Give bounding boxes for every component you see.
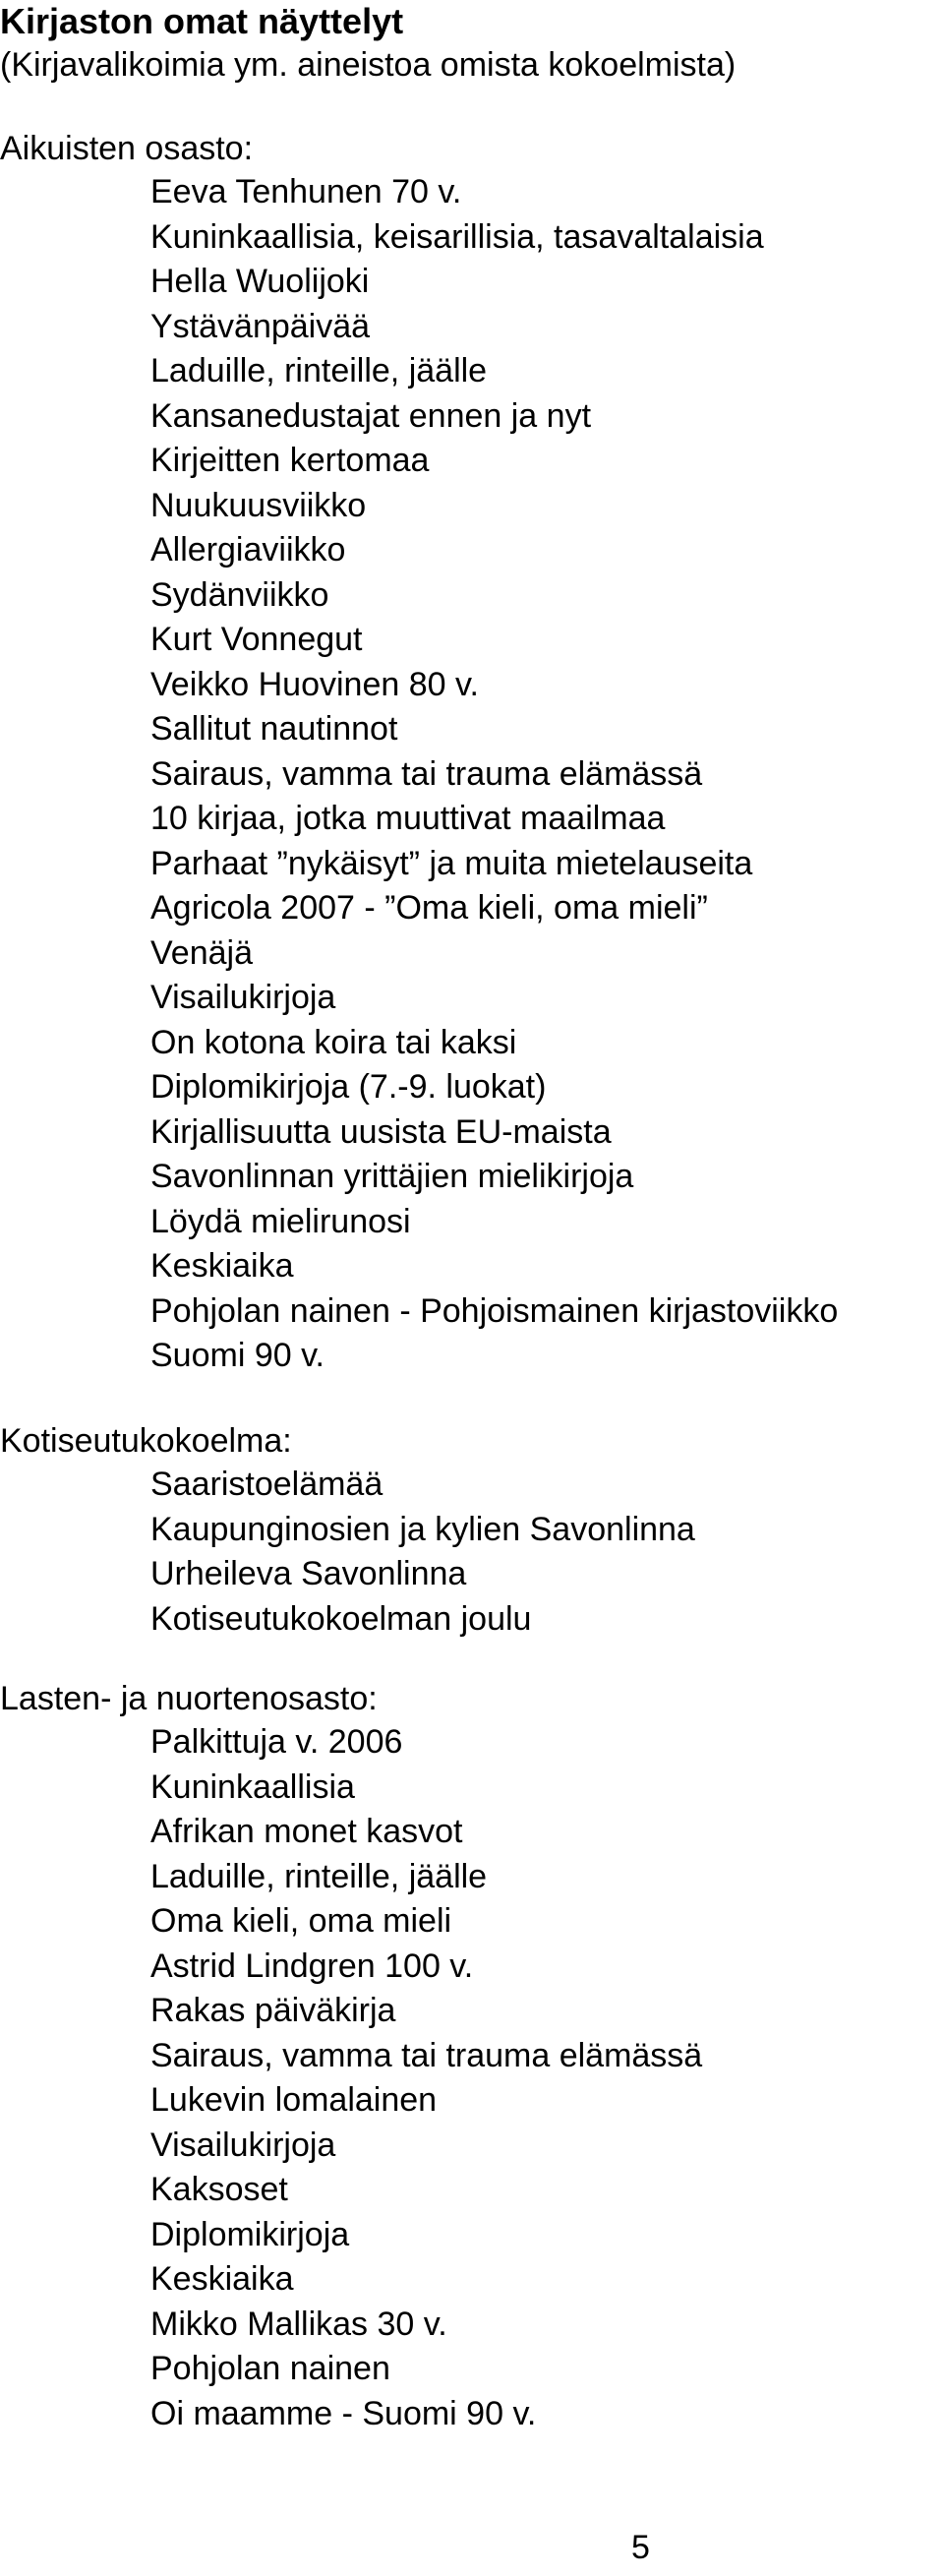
- document-title: Kirjaston omat näyttelyt: [0, 1, 404, 41]
- list-item: Rakas päiväkirja: [150, 1992, 396, 2029]
- list-item: Löydä mielirunosi: [150, 1202, 411, 1240]
- list-item: Palkittuja v. 2006: [150, 1723, 403, 1761]
- exhibition-list-youth: [0, 1720, 944, 2436]
- list-item: On kotona koira tai kaksi: [150, 1023, 517, 1061]
- list-item: Oma kieli, oma mieli: [150, 1902, 452, 1940]
- section-youth: [0, 1677, 944, 2436]
- list-item: Lukevin lomalainen: [150, 2081, 438, 2119]
- list-item: Afrikan monet kasvot: [150, 1813, 463, 1850]
- list-item: Kuninkaallisia, keisarillisia, tasavaltalaisia: [150, 217, 764, 256]
- list-item: Parhaat ”nykäisyt” ja muita mietelauseita: [150, 844, 753, 882]
- list-item: Nuukuusviikko: [150, 486, 367, 524]
- list-item: Saaristoelämää: [150, 1466, 384, 1503]
- list-item: Eeva Tenhunen 70 v.: [150, 173, 462, 210]
- list-item: Allergiaviikko: [150, 531, 346, 569]
- section-heading-adult: Aikuisten osasto:: [0, 130, 254, 167]
- list-item: Pohjolan nainen - Pohjoismainen kirjastoviikko: [150, 1291, 839, 1330]
- list-item: Mikko Mallikas 30 v.: [150, 2305, 447, 2343]
- exhibition-list-local-history: [0, 1463, 944, 1642]
- list-item: Hella Wuolijoki: [150, 263, 370, 300]
- list-item: Oi maamme - Suomi 90 v.: [150, 2394, 537, 2432]
- section-heading-local-history: Kotiseutukokoelma:: [0, 1422, 292, 1460]
- list-item: Sairaus, vamma tai trauma elämässä: [150, 754, 703, 793]
- list-item: Diplomikirjoja (7.-9. luokat): [150, 1068, 547, 1106]
- list-item: Venäjä: [150, 933, 253, 972]
- page-number: 5: [631, 2529, 650, 2566]
- list-item: Kotiseutukokoelman joulu: [150, 1599, 532, 1638]
- section-heading-youth: Lasten- ja nuortenosasto:: [0, 1680, 378, 1717]
- list-item: Diplomikirjoja: [150, 2215, 350, 2253]
- list-item: Kirjallisuutta uusista EU-maista: [150, 1112, 612, 1151]
- list-item: Kaupunginosien ja kylien Savonlinna: [150, 1510, 695, 1548]
- list-item: Savonlinnan yrittäjien mielikirjoja: [150, 1158, 634, 1195]
- list-item: Pohjolan nainen: [150, 2350, 390, 2387]
- section-adult: [0, 127, 944, 1379]
- list-item: Veikko Huovinen 80 v.: [150, 665, 479, 703]
- list-item: Visailukirjoja: [150, 2126, 336, 2164]
- list-item: Kansanedustajat ennen ja nyt: [150, 396, 592, 435]
- list-item: Kuninkaallisia: [150, 1767, 355, 1806]
- document-subtitle: (Kirjavalikoimia ym. aineistoa omista kokoelmista): [0, 46, 737, 84]
- list-item: Kaksoset: [150, 2171, 288, 2208]
- list-item: Visailukirjoja: [150, 979, 336, 1016]
- list-item: Kirjeitten kertomaa: [150, 442, 430, 479]
- list-item: Sydänviikko: [150, 575, 329, 614]
- exhibition-list-adult: [0, 170, 944, 1379]
- list-item: Astrid Lindgren 100 v.: [150, 1947, 474, 1985]
- list-item: Suomi 90 v.: [150, 1337, 325, 1374]
- list-item: 10 kirjaa, jotka muuttivat maailmaa: [150, 800, 666, 837]
- list-item: Kurt Vonnegut: [150, 621, 363, 658]
- list-item: Sallitut nautinnot: [150, 710, 398, 748]
- list-item: Laduille, rinteille, jäälle: [150, 1857, 488, 1895]
- list-item: Agricola 2007 - ”Oma kieli, oma mieli”: [150, 889, 708, 927]
- list-item: Sairaus, vamma tai trauma elämässä: [150, 2036, 703, 2074]
- section-local-history: [0, 1419, 944, 1642]
- list-item: Keskiaika: [150, 2260, 294, 2298]
- list-item: Ystävänpäivää: [150, 307, 371, 345]
- list-item: Laduille, rinteille, jäälle: [150, 352, 488, 389]
- list-item: Urheileva Savonlinna: [150, 1555, 467, 1592]
- list-item: Keskiaika: [150, 1247, 294, 1285]
